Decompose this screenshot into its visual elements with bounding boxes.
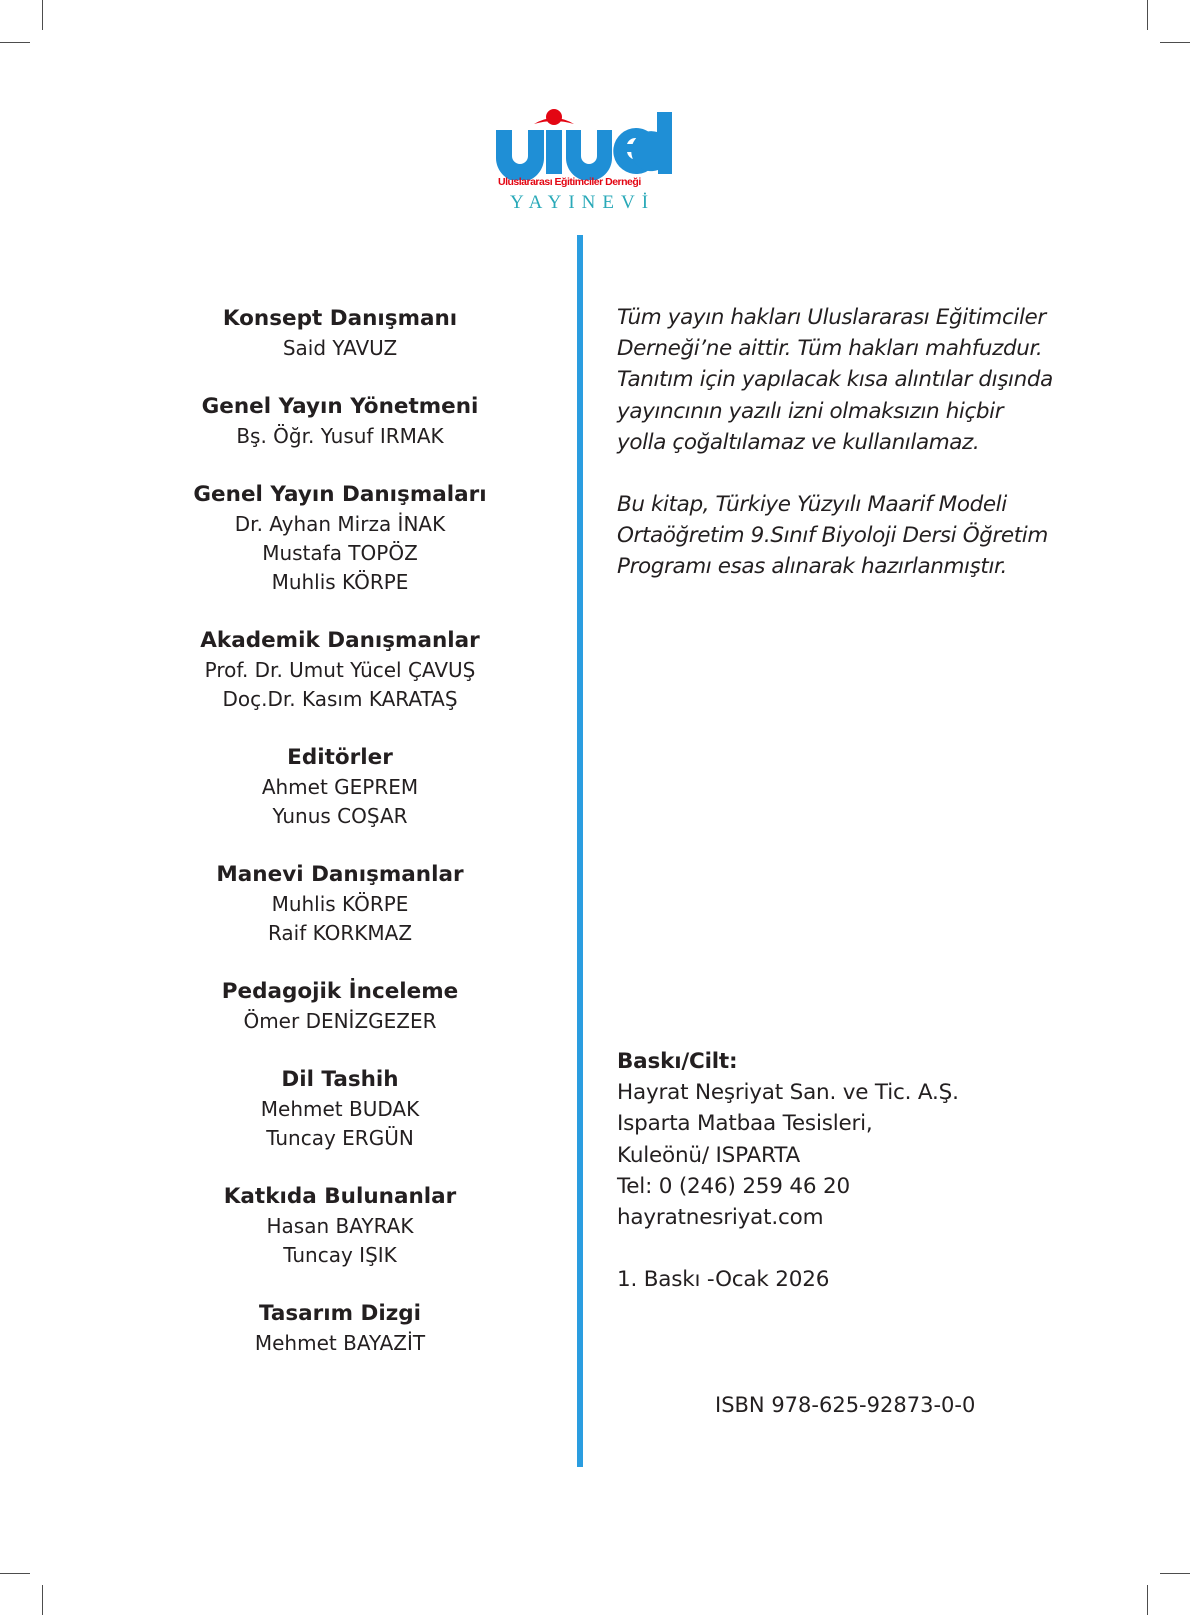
print-info [617, 1046, 1087, 1295]
credit-name: Tuncay ERGÜN [266, 1126, 414, 1150]
isbn: ISBN 978-625-92873-0-0 [715, 1393, 976, 1417]
credit-name: Prof. Dr. Umut Yücel ÇAVUŞ [204, 658, 476, 682]
credit-name: Hasan BAYRAK [266, 1214, 414, 1238]
credit-group [158, 1182, 522, 1270]
credit-title: Pedagojik İnceleme [221, 979, 459, 1004]
rights-line: yayıncının yazılı izni olmaksızın hiçbir [617, 398, 1004, 424]
printer-phone: Tel: 0 (246) 259 46 20 [617, 1173, 850, 1199]
rights-line: Tüm yayın hakları Uluslararası Eğitimciler [617, 305, 1046, 330]
rights-line: Tanıtım için yapılacak kısa alıntılar dışında [617, 367, 1053, 393]
column-divider [577, 235, 583, 1467]
credit-group [158, 743, 522, 831]
credit-title: Tasarım Dizgi [258, 1301, 422, 1326]
credit-title: Genel Yayın Danışmaları [193, 482, 487, 507]
printer-name: Hayrat Neşriyat San. ve Tic. A.Ş. [617, 1080, 959, 1106]
curriculum-line: Ortaöğretim 9.Sınıf Biyoloji Dersi Öğretim [617, 523, 1048, 549]
rights-line: yolla çoğaltılamaz ve kullanılamaz. [617, 429, 980, 455]
credit-name: Mehmet BUDAK [260, 1097, 420, 1121]
credit-name: Said YAVUZ [282, 336, 398, 360]
credit-title: Editörler [287, 745, 393, 770]
credit-name: Mehmet BAYAZİT [254, 1331, 426, 1355]
logo-subtitle: Uluslararası Eğitimciler Derneği [498, 176, 641, 188]
credit-title: Manevi Danışmanlar [216, 862, 464, 887]
logo-publisher: YAYINEVİ [510, 192, 656, 213]
credit-title: Katkıda Bulunanlar [223, 1184, 457, 1209]
credit-name: Doç.Dr. Kasım KARATAŞ [222, 687, 458, 711]
credit-name: Yunus COŞAR [272, 804, 408, 828]
credit-name: Bş. Öğr. Yusuf IRMAK [236, 424, 444, 448]
credit-name: Mustafa TOPÖZ [262, 541, 418, 565]
printer-address: Kuleönü/ ISPARTA [617, 1142, 800, 1168]
crop-mark-bottom-left-h [0, 1573, 30, 1574]
credit-name: Raif KORKMAZ [267, 921, 413, 945]
credit-name: Muhlis KÖRPE [271, 892, 409, 916]
credit-group [158, 1065, 522, 1153]
credit-name: Dr. Ayhan Mirza İNAK [234, 512, 446, 536]
credit-group [158, 304, 522, 363]
crop-mark-top-left-h [0, 42, 30, 43]
curriculum-line: Bu kitap, Türkiye Yüzyılı Maarif Modeli [617, 492, 1007, 518]
credit-name: Muhlis KÖRPE [271, 570, 409, 594]
curriculum-line: Programı esas alınarak hazırlanmıştır. [617, 554, 1007, 580]
crop-mark-bottom-left-v [42, 1585, 43, 1615]
credit-name: Ömer DENİZGEZER [243, 1009, 437, 1033]
crop-mark-bottom-right-v [1147, 1585, 1148, 1615]
printer-facility: Isparta Matbaa Tesisleri, [617, 1111, 873, 1137]
crop-mark-bottom-right-h [1160, 1573, 1190, 1574]
credit-name: Ahmet GEPREM [261, 775, 419, 799]
credits-column [158, 304, 522, 1387]
credit-title: Genel Yayın Yönetmeni [201, 394, 479, 419]
credit-group [158, 480, 522, 597]
rights-statement [617, 302, 1087, 614]
credit-group [158, 626, 522, 714]
credit-title: Dil Tashih [281, 1067, 399, 1092]
credit-title: Konsept Danışmanı [222, 306, 458, 331]
printer-website: hayratnesriyat.com [617, 1205, 824, 1231]
crop-mark-top-right-h [1160, 42, 1190, 43]
edition-info: 1. Baskı -Ocak 2026 [617, 1267, 830, 1293]
credit-title: Akademik Danışmanlar [200, 628, 480, 653]
credit-name: Tuncay IŞIK [283, 1243, 397, 1267]
print-title: Baskı/Cilt: [617, 1049, 738, 1074]
rights-paragraph [617, 302, 1087, 458]
credit-group [158, 860, 522, 948]
logo-wordmark [494, 104, 674, 180]
credit-group [158, 392, 522, 451]
rights-line: Derneği’ne aittir. Tüm hakları mahfuzdur. [617, 336, 1043, 362]
publisher-logo [494, 104, 674, 216]
crop-mark-top-right-v [1147, 0, 1148, 30]
credit-group [158, 1299, 522, 1358]
credit-group [158, 977, 522, 1036]
curriculum-paragraph [617, 489, 1087, 583]
crop-mark-top-left-v [42, 0, 43, 30]
